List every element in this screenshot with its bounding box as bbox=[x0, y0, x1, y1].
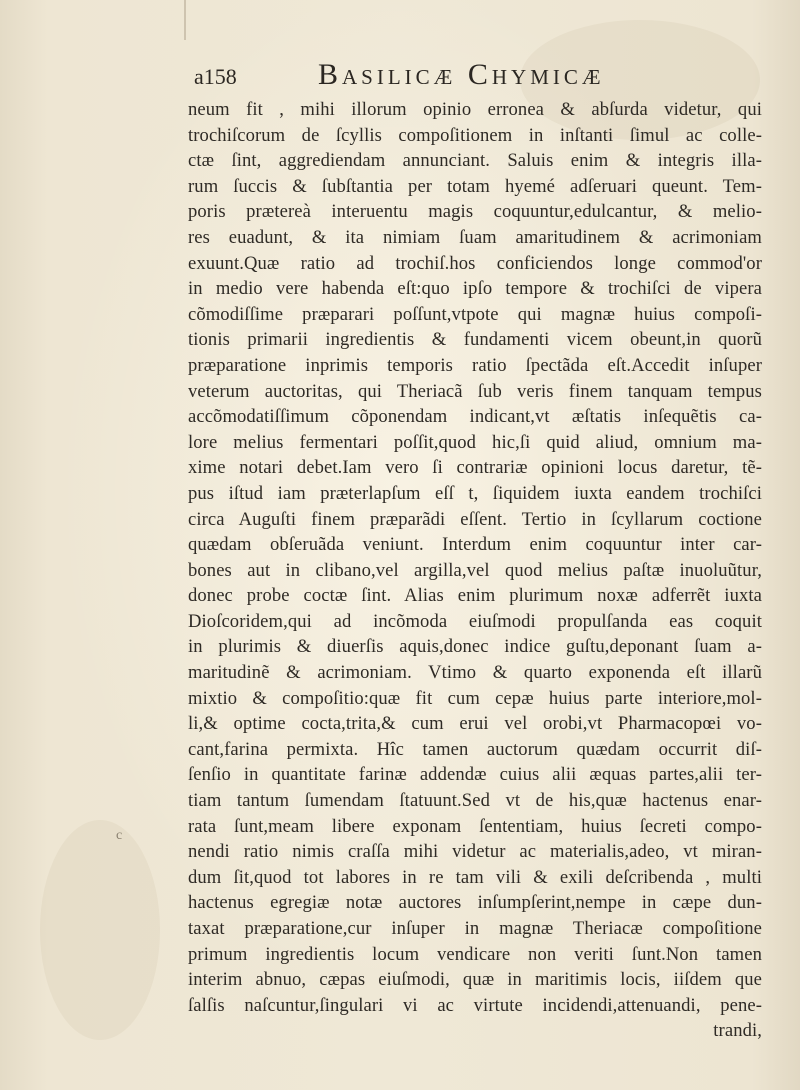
margin-mark: c bbox=[116, 828, 123, 843]
text-line: rum ſuccis & ſubſtantia per totam hyemé adſeruari queunt. Tem- bbox=[188, 175, 762, 197]
paper-stain bbox=[40, 820, 160, 1040]
text-line: tionis primarii ingredientis & fundamenti vicem obeunt,in quorũ bbox=[188, 329, 762, 351]
text-line: bones aut in clibano,vel argilla,vel quod melius paſtæ inuoluũtur, bbox=[188, 559, 762, 581]
text-line: præparatione inprimis temporis ratio ſpectãda eſt.Accedit inſuper bbox=[188, 354, 762, 376]
body-text bbox=[188, 97, 762, 1044]
text-line: tiam tantum ſumendam ſtatuunt.Sed vt de his,quæ hactenus enar- bbox=[188, 790, 762, 812]
paper-edge-mark bbox=[184, 0, 186, 40]
text-line: interim abnuo, cæpas eiuſmodi, quæ in maritimis locis, iiſdem que bbox=[188, 969, 762, 991]
text-line: exuunt.Quæ ratio ad trochiſ.hos conficiendos longe commod'or bbox=[188, 252, 762, 274]
text-line: li,& optime cocta,trita,& cum erui vel orobi,vt Pharmacopœi vo- bbox=[188, 713, 762, 735]
text-line-catchword: trandi, bbox=[713, 1020, 762, 1042]
text-line: ctæ ſint, aggrediendam annunciant. Saluis enim & integris illa- bbox=[188, 150, 762, 172]
text-line: maritudinẽ & acrimoniam. Vtimo & quarto exponenda eſt illarũ bbox=[188, 662, 762, 684]
text-line: dum ſit,quod tot labores in re tam vili & exili deſcribenda , multi bbox=[188, 866, 762, 888]
text-line: hactenus egregiæ notæ auctores inſumpſerint,nempe in cæpe dun- bbox=[188, 892, 762, 914]
text-line: poris prætereà interuentu magis coquuntur,edulcantur, & melio- bbox=[188, 201, 762, 223]
text-line: circa Auguſti finem præparãdi eſſent. Tertio in ſcyllarum coctione bbox=[188, 508, 762, 530]
text-line: taxat præparatione,cur inſuper in magnæ Theriacæ compoſitione bbox=[188, 918, 762, 939]
text-line: res euadunt, & ita nimiam ſuam amaritudinem & acrimoniam bbox=[188, 226, 762, 248]
page-number: a158 bbox=[194, 64, 237, 89]
text-line: ſalſis naſcuntur,ſingulari vi ac virtute incidendi,attenuandi, pene- bbox=[188, 994, 762, 1016]
text-line: Dioſcoridem,qui ad incõmoda eiuſmodi propulſanda eas coquit bbox=[188, 610, 762, 632]
text-line: pus iſtud iam præterlapſum eſſ t, ſiquidem iuxta eandem trochiſci bbox=[188, 482, 762, 504]
text-line: ſenſio in quantitate farinæ addendæ cuius alii æquas partes,alii ter- bbox=[188, 764, 762, 786]
page-header bbox=[194, 58, 754, 94]
text-line: donec probe coctæ ſint. Alias enim plurimum noxæ adferrẽt iuxta bbox=[188, 585, 762, 607]
text-line: veterum auctoritas, qui Theriacã ſub veris finem tanquam tempus bbox=[188, 380, 762, 402]
text-line: in medio vere habenda eſt:quo ipſo tempore & trochiſci de vipera bbox=[188, 278, 762, 300]
text-line: lore melius fermentari poſſit,quod hic,ſi quid aliud, omnium ma- bbox=[188, 431, 762, 453]
text-line: cõmodiſſime præparari poſſunt,vtpote qui magnæ huius compoſi- bbox=[188, 303, 762, 325]
text-line: nendi ratio nimis craſſa mihi videtur ac materialis,adeo, vt miran- bbox=[188, 841, 762, 863]
text-line: mixtio & compoſitio:quæ fit cum cepæ huius parte interiore,mol- bbox=[188, 687, 762, 709]
text-line: quædam obſeruãda veniunt. Interdum enim coquuntur inter car- bbox=[188, 534, 762, 556]
text-line: accõmodatiſſimum cõponendam indicant,vt æſtatis inſequẽtis ca- bbox=[188, 406, 762, 428]
text-line: xime notari debet.Iam vero ſi contrariæ opinioni locus daretur, tẽ- bbox=[188, 457, 762, 479]
text-line: cant,farina permixta. Hîc tamen auctorum quædam occurrit diſ- bbox=[188, 738, 762, 760]
running-head: Basilicæ Chymicæ bbox=[318, 58, 605, 91]
text-line: in plurimis & diuerſis aquis,donec indice guſtu,deponant ſuam a- bbox=[188, 636, 762, 658]
text-line: primum ingredientis locum vendicare non veriti ſunt.Non tamen bbox=[188, 943, 762, 965]
text-line: rata ſunt,meam libere exponam ſententiam, huius ſecreti compo- bbox=[188, 815, 762, 837]
text-line: trochiſcorum de ſcyllis compoſitionem in inſtanti ſimul ac colle- bbox=[188, 124, 762, 146]
text-line: neum fit , mihi illorum opinio erronea & abſurda videtur, qui bbox=[188, 99, 762, 120]
